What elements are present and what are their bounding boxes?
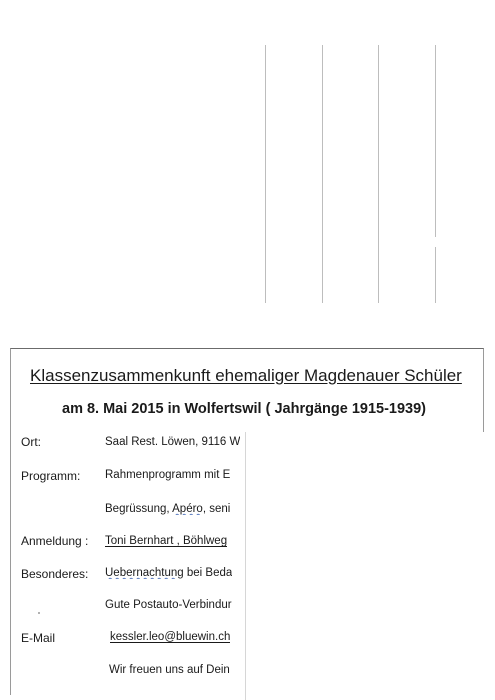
closing-text: Wir freuen uns auf Dein [109,664,230,676]
address-line [435,247,436,303]
programm-value-2b: Apéro [172,503,203,515]
besonderes-value-a: Uebernachtung [105,567,184,579]
ort-value: Saal Rest. Löwen, 9116 W [105,436,241,448]
card-title: Klassenzusammenkunft ehemaliger Magdenauer Schüler [30,366,462,385]
address-line [435,45,436,237]
programm-value-2c: , seni [202,503,231,515]
programm-value-2a: Begrüssung, [105,503,173,515]
email-label: E-Mail [21,631,56,645]
card-subtitle: am 8. Mai 2015 in Wolfertswil ( Jahrgänge 1915-1939) [62,401,426,417]
anmeldung-label: Anmeldung : [21,534,89,548]
programm-label: Programm: [21,469,81,483]
besonderes-value [105,567,232,579]
address-line [265,45,266,303]
besonderes-label: Besonderes: [21,567,89,581]
besonderes-value-2: Gute Postauto-Verbindur [105,599,232,611]
email-value[interactable]: kessler.leo@bluewin.ch [110,631,231,643]
anmeldung-value: Toni Bernhart , Böhlweg [105,535,228,547]
address-line [322,45,323,303]
programm-value: Rahmenprogramm mit E [105,469,231,481]
address-line [378,45,379,303]
pasted-paper-overlay [245,432,495,700]
besonderes-value-b: bei Beda [183,567,233,579]
scan-speck [38,612,40,614]
ort-label: Ort: [21,435,41,449]
programm-value-2 [105,503,230,515]
